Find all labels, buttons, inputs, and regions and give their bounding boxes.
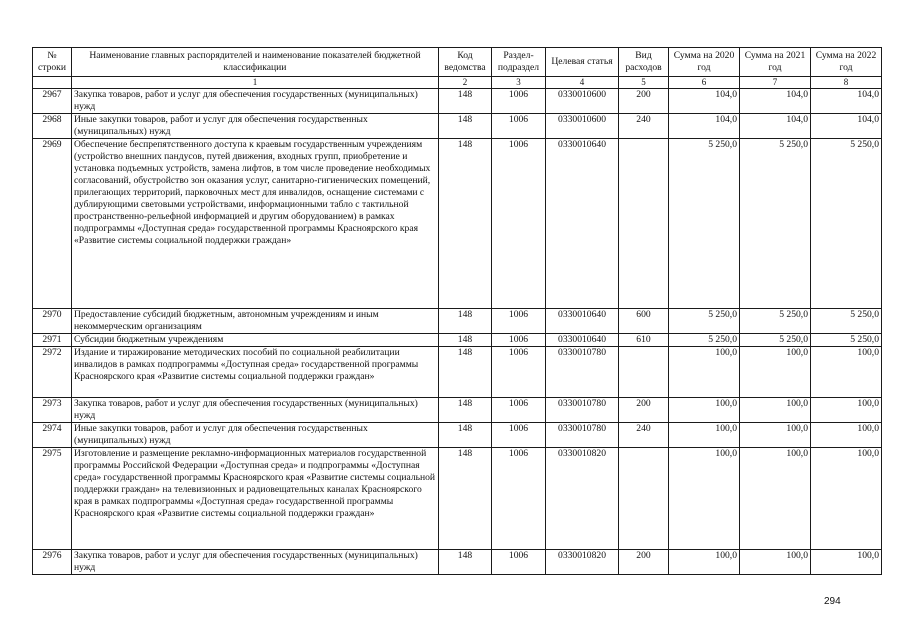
table-row <box>33 334 882 347</box>
row-ved: 148 <box>439 347 492 398</box>
row-name: Субсидии бюджетным учреждениям <box>72 334 439 347</box>
row-sum-2021: 5 250,0 <box>740 139 811 309</box>
header-cell: Код ведомства <box>439 48 492 77</box>
row-number: 2974 <box>33 423 72 448</box>
row-sum-2020: 100,0 <box>669 347 740 398</box>
row-number: 2976 <box>33 550 72 575</box>
row-name: Закупка товаров, работ и услуг для обеспечения государственных (муниципальных) нужд <box>72 550 439 575</box>
row-name: Иные закупки товаров, работ и услуг для обеспечения государственных (муниципальных) нужд <box>72 423 439 448</box>
row-sum-2020: 100,0 <box>669 448 740 550</box>
table-row <box>33 114 882 139</box>
row-sum-2021: 100,0 <box>740 423 811 448</box>
row-sum-2020: 5 250,0 <box>669 139 740 309</box>
row-sum-2021: 100,0 <box>740 347 811 398</box>
row-sum-2020: 100,0 <box>669 423 740 448</box>
row-sum-2021: 5 250,0 <box>740 309 811 334</box>
table-row <box>33 398 882 423</box>
row-article: 0330010820 <box>546 448 619 550</box>
row-ved: 148 <box>439 89 492 114</box>
row-sum-2022: 100,0 <box>811 423 882 448</box>
row-sum-2022: 5 250,0 <box>811 139 882 309</box>
row-razdel: 1006 <box>492 550 546 575</box>
row-ved: 148 <box>439 114 492 139</box>
header-cell: Вид расходов <box>619 48 669 77</box>
row-sum-2021: 100,0 <box>740 448 811 550</box>
row-sum-2022: 100,0 <box>811 347 882 398</box>
table-row <box>33 309 882 334</box>
row-vid <box>619 139 669 309</box>
row-article: 0330010640 <box>546 139 619 309</box>
row-razdel: 1006 <box>492 114 546 139</box>
row-ved: 148 <box>439 398 492 423</box>
row-vid: 600 <box>619 309 669 334</box>
budget-table <box>32 47 882 575</box>
column-number-cell: 2 <box>439 77 492 89</box>
table-row <box>33 347 882 398</box>
header-cell: Сумма на 2022 год <box>811 48 882 77</box>
row-article: 0330010600 <box>546 89 619 114</box>
column-number-cell: 8 <box>811 77 882 89</box>
row-sum-2022: 100,0 <box>811 398 882 423</box>
row-ved: 148 <box>439 423 492 448</box>
row-name: Издание и тиражирование методических пособий по социальной реабилитации инвалидов в рамках подпрограммы «Доступная среда» государственной программы Красноярского края «Развитие системы социальной поддержки граждан» <box>72 347 439 398</box>
row-article: 0330010820 <box>546 550 619 575</box>
table-row <box>33 448 882 550</box>
row-razdel: 1006 <box>492 398 546 423</box>
row-razdel: 1006 <box>492 334 546 347</box>
column-number-cell: 3 <box>492 77 546 89</box>
table-row <box>33 423 882 448</box>
row-razdel: 1006 <box>492 89 546 114</box>
row-razdel: 1006 <box>492 347 546 398</box>
page-number: 294 <box>824 596 841 607</box>
row-sum-2021: 104,0 <box>740 114 811 139</box>
row-name: Закупка товаров, работ и услуг для обеспечения государственных (муниципальных) нужд <box>72 89 439 114</box>
row-article: 0330010780 <box>546 347 619 398</box>
header-cell: № строки <box>33 48 72 77</box>
row-number: 2975 <box>33 448 72 550</box>
row-razdel: 1006 <box>492 139 546 309</box>
column-number-cell: 6 <box>669 77 740 89</box>
row-name: Обеспечение беспрепятственного доступа к краевым государственным учреждениям (устройство внешних пандусов, путей движения, входных групп, приобретение и установка подъемных устройств, замена лифтов, в том числе проведение необходимых согласований, обустройство зон оказания услуг, санитарно-гигиенических помещений, прилегающих территорий, парковочных мест для инвалидов, оснащение системами с дублирующими световыми устройствами, информационными табло с тактильной пространственно-рельефной информацией и другим оборудованием) в рамках подпрограммы «Доступная среда» государственной программы Красноярского края «Развитие системы социальной поддержки граждан» <box>72 139 439 309</box>
row-article: 0330010640 <box>546 309 619 334</box>
row-name: Изготовление и размещение рекламно-информационных материалов государственной программы Российской Федерации «Доступная среда» и подпрограммы «Доступная среда» государственной программы Красноярского края «Развитие системы социальной поддержки граждан» на телевизионных и радиовещательных каналах Красноярского края в рамках подпрограммы «Доступная среда» государственной программы Красноярского края «Развитие системы социальной поддержки граждан» <box>72 448 439 550</box>
row-article: 0330010780 <box>546 398 619 423</box>
row-sum-2022: 100,0 <box>811 550 882 575</box>
row-number: 2968 <box>33 114 72 139</box>
row-sum-2021: 100,0 <box>740 398 811 423</box>
column-number-row <box>33 77 882 89</box>
row-vid: 200 <box>619 550 669 575</box>
row-sum-2022: 100,0 <box>811 448 882 550</box>
row-article: 0330010600 <box>546 114 619 139</box>
row-ved: 148 <box>439 550 492 575</box>
row-sum-2022: 5 250,0 <box>811 309 882 334</box>
row-sum-2020: 104,0 <box>669 89 740 114</box>
header-cell: Наименование главных распорядителей и наименование показателей бюджетной классификации <box>72 48 439 77</box>
row-vid <box>619 347 669 398</box>
row-vid <box>619 448 669 550</box>
row-sum-2022: 5 250,0 <box>811 334 882 347</box>
row-sum-2021: 104,0 <box>740 89 811 114</box>
row-vid: 200 <box>619 398 669 423</box>
header-cell: Сумма на 2021 год <box>740 48 811 77</box>
row-sum-2020: 100,0 <box>669 550 740 575</box>
row-ved: 148 <box>439 448 492 550</box>
row-name: Закупка товаров, работ и услуг для обеспечения государственных (муниципальных) нужд <box>72 398 439 423</box>
row-number: 2973 <box>33 398 72 423</box>
column-number-cell: 7 <box>740 77 811 89</box>
table-row <box>33 550 882 575</box>
row-number: 2969 <box>33 139 72 309</box>
row-number: 2972 <box>33 347 72 398</box>
row-sum-2022: 104,0 <box>811 89 882 114</box>
row-number: 2971 <box>33 334 72 347</box>
row-razdel: 1006 <box>492 309 546 334</box>
row-ved: 148 <box>439 334 492 347</box>
table-row <box>33 139 882 309</box>
column-number-cell: 1 <box>72 77 439 89</box>
row-vid: 610 <box>619 334 669 347</box>
row-vid: 240 <box>619 423 669 448</box>
row-article: 0330010640 <box>546 334 619 347</box>
row-sum-2020: 5 250,0 <box>669 334 740 347</box>
row-sum-2021: 5 250,0 <box>740 334 811 347</box>
row-sum-2021: 100,0 <box>740 550 811 575</box>
row-article: 0330010780 <box>546 423 619 448</box>
column-number-cell: 4 <box>546 77 619 89</box>
header-row <box>33 48 882 77</box>
column-number-cell: 5 <box>619 77 669 89</box>
row-number: 2967 <box>33 89 72 114</box>
row-sum-2020: 5 250,0 <box>669 309 740 334</box>
row-number: 2970 <box>33 309 72 334</box>
header-cell: Раздел-подраздел <box>492 48 546 77</box>
row-ved: 148 <box>439 139 492 309</box>
row-sum-2020: 100,0 <box>669 398 740 423</box>
row-ved: 148 <box>439 309 492 334</box>
row-sum-2022: 104,0 <box>811 114 882 139</box>
row-vid: 200 <box>619 89 669 114</box>
row-name: Предоставление субсидий бюджетным, автономным учреждениям и иным некоммерческим организациям <box>72 309 439 334</box>
table-row <box>33 89 882 114</box>
row-razdel: 1006 <box>492 423 546 448</box>
row-razdel: 1006 <box>492 448 546 550</box>
row-vid: 240 <box>619 114 669 139</box>
header-cell: Сумма на 2020 год <box>669 48 740 77</box>
row-sum-2020: 104,0 <box>669 114 740 139</box>
header-cell: Целевая статья <box>546 48 619 77</box>
column-number-cell <box>33 77 72 89</box>
row-name: Иные закупки товаров, работ и услуг для обеспечения государственных (муниципальных) нужд <box>72 114 439 139</box>
